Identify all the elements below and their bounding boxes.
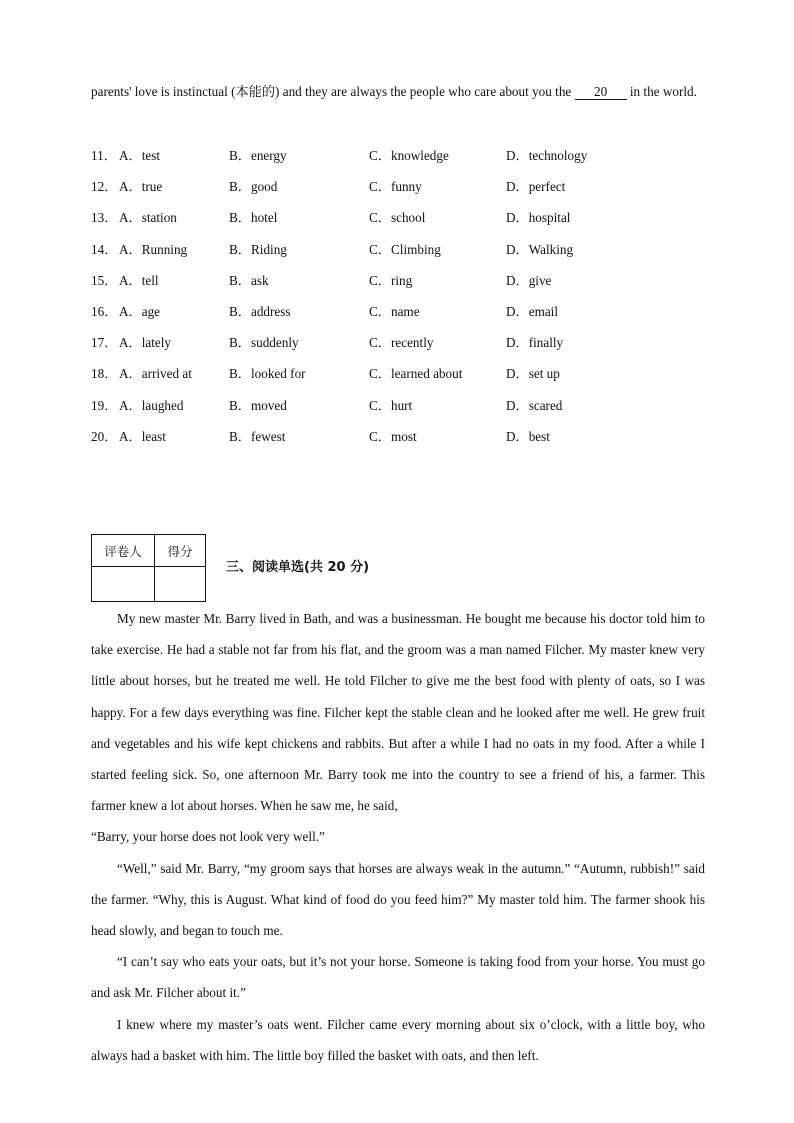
option-b: B．ask [229,272,269,288]
option-d: D．Walking [506,241,574,257]
question-number: 14． [91,241,118,257]
score-table [91,534,206,602]
option-c: C．funny [369,179,422,195]
option-b: B．looked for [229,366,306,382]
question-number: 17． [91,335,118,351]
question-number: 20． [91,428,118,444]
reading-paragraph: “Barry, your horse does not look very well.” [91,829,325,845]
question-number: 12． [91,179,118,195]
question-row [91,234,703,265]
question-row [91,390,703,421]
option-c: C．recently [369,335,434,351]
question-number: 13． [91,210,118,226]
blank-20: 20 [575,84,627,100]
option-d: D．best [506,428,550,444]
option-c: C．most [369,428,417,444]
option-b: B．address [229,303,291,319]
option-d: D．perfect [506,179,566,195]
question-row [91,171,703,202]
score-label: 得分 [155,535,206,567]
question-number: 15． [91,272,118,288]
question-number: 19． [91,397,118,413]
option-b: B．hotel [229,210,278,226]
option-a: A．arrived at [119,366,192,382]
reading-paragraph: I knew where my master’s oats went. Filcher came every morning about six o’clock, with a little boy, who always had a basket with him. The little boy filled the basket with oats, and then left. [91,1016,705,1063]
reading-paragraph: “I can’t say who eats your oats, but it’s not your horse. Someone is taking food from your horse. You must go and ask Mr. Filcher about it.” [91,954,705,1001]
option-d: D．set up [506,366,560,382]
option-d: D．give [506,272,552,288]
option-d: D．technology [506,148,588,163]
question-row [91,140,703,171]
option-a: A．tell [119,272,159,288]
question-row [91,421,703,452]
reading-paragraph: My new master Mr. Barry lived in Bath, and was a businessman. He bought me because his doctor told him to take exercise. He had a stable not far from his flat, and the groom was a man named Filcher. My master knew very little about horses, but he treated me well. He told Filcher to give me the best food with plenty of oats, so I was happy. For a few days everything was fine. Filcher kept the stable clean and he looked after me well. He grew fruit and vegetables and his wife kept chickens and rabbits. But after a while I had no oats in my food. After a while I started feeling sick. So, one afternoon Mr. Barry took me into the country to see a friend of his, a farmer. This farmer knew a lot about horses. When he saw me, he said, [91,611,705,814]
option-a: A．lately [119,335,172,351]
option-a: A．laughed [119,397,184,413]
question-row [91,358,703,389]
option-c: C．Climbing [369,241,441,257]
intro-paragraph [91,76,703,107]
option-b: B．fewest [229,428,286,444]
option-a: A．Running [119,241,188,257]
option-d: D．email [506,303,559,319]
option-b: B．good [229,179,278,195]
question-row [91,296,703,327]
option-b: B．Riding [229,241,287,257]
question-row [91,327,703,358]
option-b: B．suddenly [229,335,299,351]
option-c: C．school [369,210,426,226]
option-a: A．least [119,428,166,444]
option-b: B．moved [229,397,287,413]
option-a: A．true [119,179,163,195]
intro-text-before: parents' love is instinctual (本能的) and they are always the people who care about you the [91,84,575,99]
option-c: C．name [369,303,420,319]
option-a: A．station [119,210,177,226]
question-row [91,265,703,296]
question-row [91,202,703,233]
option-c: C．learned about [369,366,463,382]
options-list [91,140,703,452]
section-title: 三、阅读单选(共 20 分) [226,560,370,575]
question-number: 16． [91,303,118,319]
option-c: C．knowledge [369,148,449,163]
option-a: A．test [119,148,161,163]
option-b: B．energy [229,148,287,163]
option-c: C．ring [369,272,413,288]
option-a: A．age [119,303,161,319]
grader-label: 评卷人 [92,535,155,567]
option-d: D．scared [506,397,563,413]
score-cell [155,567,206,602]
reading-passage [91,603,705,1071]
option-d: D．finally [506,335,564,351]
option-d: D．hospital [506,210,571,226]
option-c: C．hurt [369,397,413,413]
grader-cell [92,567,155,602]
question-number: 11． [91,148,117,163]
reading-paragraph: “Well,” said Mr. Barry, “my groom says that horses are always weak in the autumn.” “Autumn, rubbish!” said the farmer. “Why, this is August. What kind of food do you feed him?” My master told him. The farmer shook his head slowly, and began to touch me. [91,860,705,939]
intro-text-after: in the world. [626,84,697,99]
question-number: 18． [91,366,118,382]
